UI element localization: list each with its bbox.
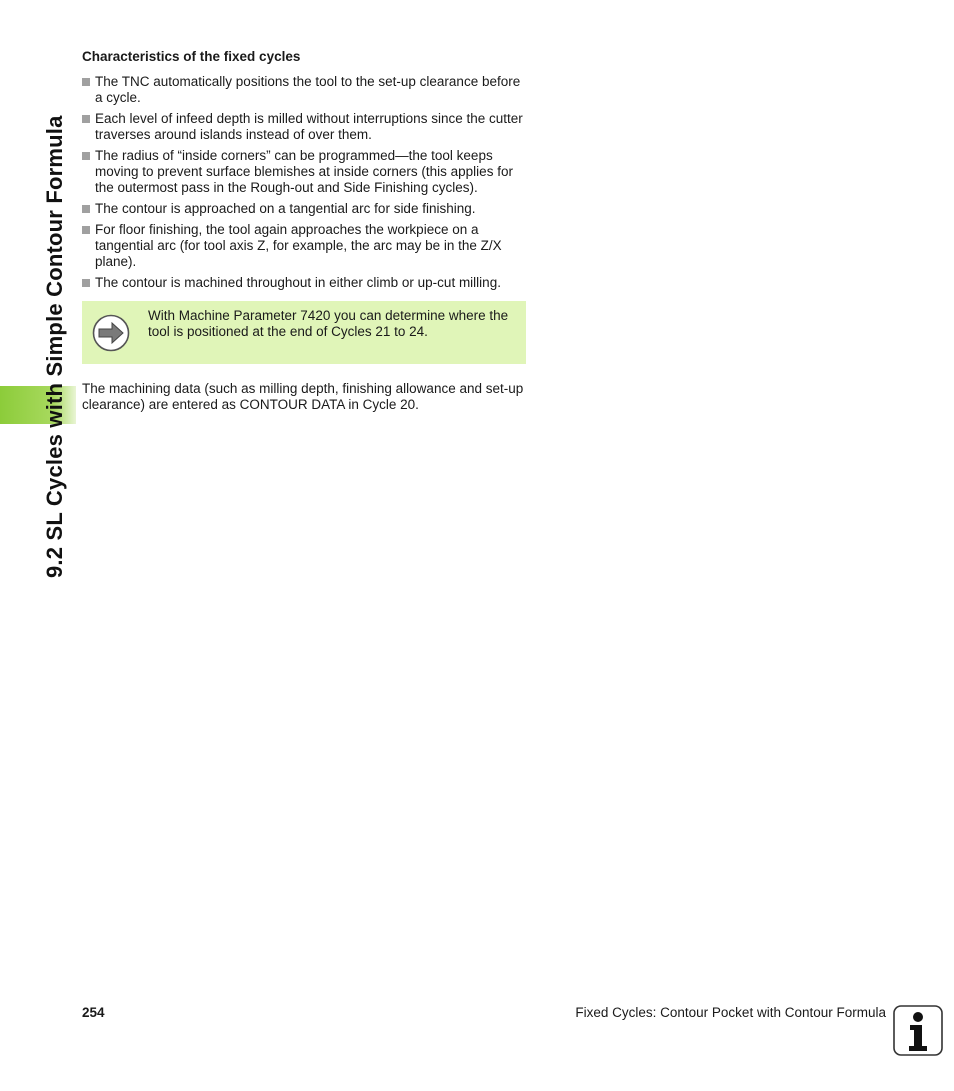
bullet-square-icon [82,78,90,86]
list-item-text: The contour is machined throughout in either climb or up-cut milling. [95,275,501,290]
list-item-text: Each level of infeed depth is milled without interruptions since the cutter traverses around islands instead of over them. [95,111,523,142]
main-content [82,49,528,413]
bullet-square-icon [82,279,90,287]
list-item [82,74,528,106]
page-number: 254 [82,1005,105,1020]
list-item [82,201,528,217]
list-item-text: The radius of “inside corners” can be programmed—the tool keeps moving to prevent surface blemishes at inside corners (this applies for the outermost pass in the Rough-out and Side Finishing cycles). [95,148,513,195]
bullet-square-icon [82,226,90,234]
list-item-text: The TNC automatically positions the tool to the set-up clearance before a cycle. [95,74,521,105]
note-text: With Machine Parameter 7420 you can determine where the tool is positioned at the end of Cycles 21 to 24. [148,308,509,339]
list-item [82,148,528,196]
list-item-text: For floor finishing, the tool again approaches the workpiece on a tangential arc (for tool axis Z, for example, the arc may be in the Z/X plane). [95,222,502,269]
arrow-right-icon [92,314,130,352]
bullet-square-icon [82,115,90,123]
body-paragraph: The machining data (such as milling depth, finishing allowance and set-up clearance) are entered as CONTOUR DATA in Cycle 20. [82,381,524,412]
bullet-square-icon [82,152,90,160]
list-item [82,111,528,143]
list-item [82,275,528,291]
note-box [82,301,526,364]
section-heading: Characteristics of the fixed cycles [82,49,301,64]
info-icon [893,1005,943,1056]
footer-title: Fixed Cycles: Contour Pocket with Contour Formula [575,1005,886,1020]
list-item [82,222,528,270]
chapter-title: 9.2 SL Cycles with Simple Contour Formula [42,115,67,578]
bullet-square-icon [82,205,90,213]
feature-list [82,74,528,291]
chapter-sidebar [0,0,76,1091]
list-item-text: The contour is approached on a tangential arc for side finishing. [95,201,476,216]
